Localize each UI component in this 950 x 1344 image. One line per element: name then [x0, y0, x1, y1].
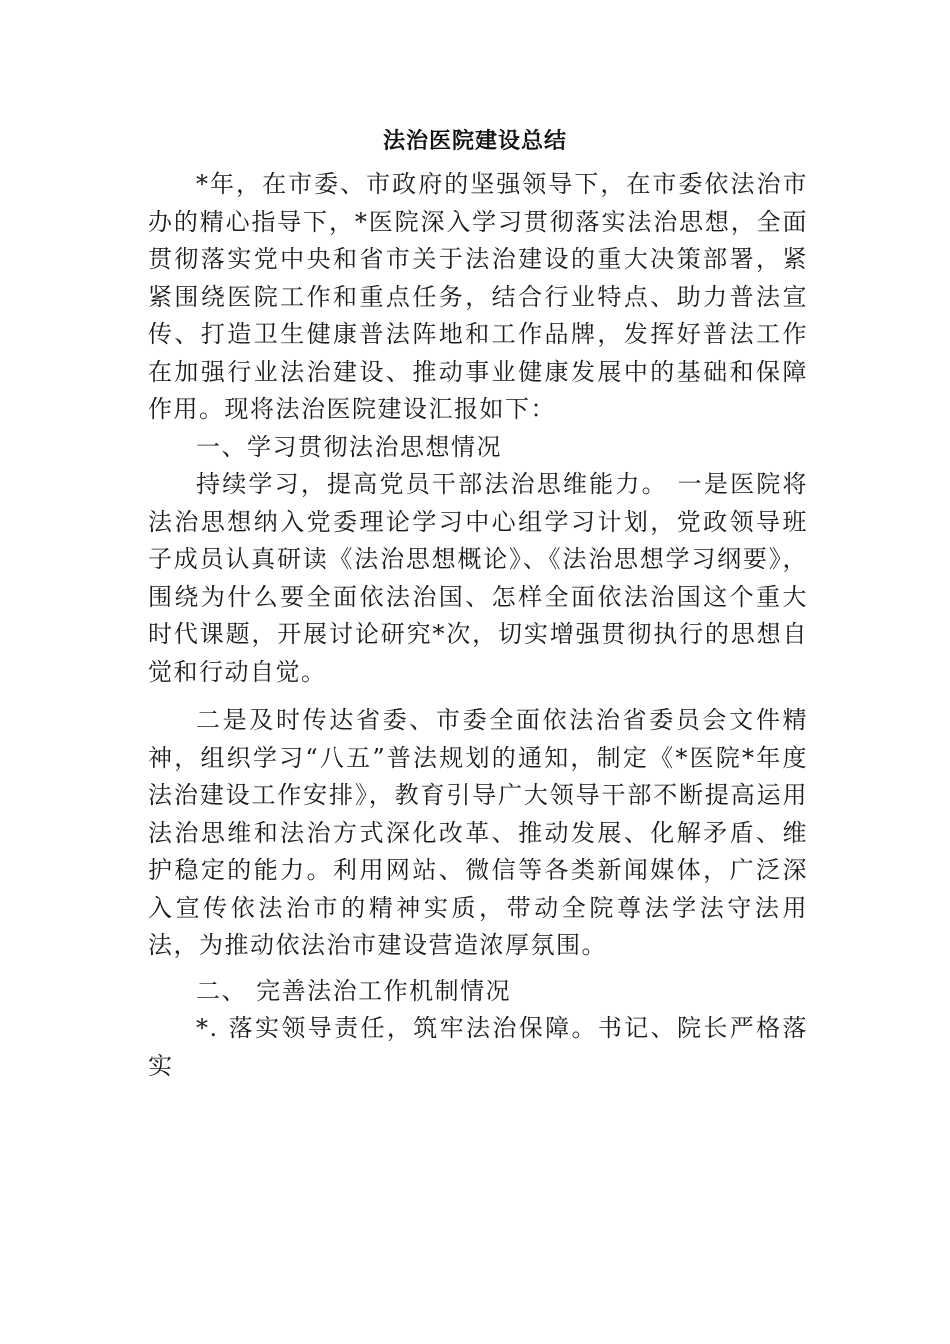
document-title: 法治医院建设总结 — [382, 129, 567, 154]
section1-paragraph-1: 持续学习，提高党员干部法治思维能力。 一是医院将法治思想纳入党委理论学习中心组学习计划，党政领导班子成员认真研读《法治思想概论》、《法治思想学习纲要》，围绕为什么要全面依法治国、怎样全面依法治国这个重大时代课题，开展讨论研究*次，切实增强贯彻执行的思想自觉和行动自觉。 — [148, 470, 808, 686]
section-heading-2: 二、 完善法治工作机制情况 — [196, 976, 512, 1005]
document-body-lower — [148, 702, 808, 1085]
section2-paragraph-1: *. 落实领导责任，筑牢法治保障。书记、院长严格落实 — [148, 1014, 808, 1080]
intro-paragraph: *年，在市委、市政府的坚强领导下，在市委依法治市办的精心指导下，*医院深入学习贯彻落实法治思想，全面贯彻落实党中央和省市关于法治建设的重大决策部署，紧紧围绕医院工作和重点任务，结合行业特点、助力普法宣传、打造卫生健康普法阵地和工作品牌，发挥好普法工作在加强行业法治建设、推动事业健康发展中的基础和保障作用。现将法治医院建设汇报如下： — [148, 170, 808, 423]
section-heading-1: 一、学习贯彻法治思想情况 — [196, 432, 502, 461]
section1-paragraph-2: 二是及时传达省委、市委全面依法治省委员会文件精神，组织学习“八五”普法规划的通知，制定《*医院*年度法治建设工作安排》，教育引导广大领导干部不断提高运用法治思维和法治方式深化改革、推动发展、化解矛盾、维护稳定的能力。利用网站、微信等各类新闻媒体，广泛深入宣传依法治市的精神实质，带动全院尊法学法守法用法，为推动依法治市建设营造浓厚氛围。 — [148, 706, 808, 959]
document-body-upper — [148, 166, 808, 691]
